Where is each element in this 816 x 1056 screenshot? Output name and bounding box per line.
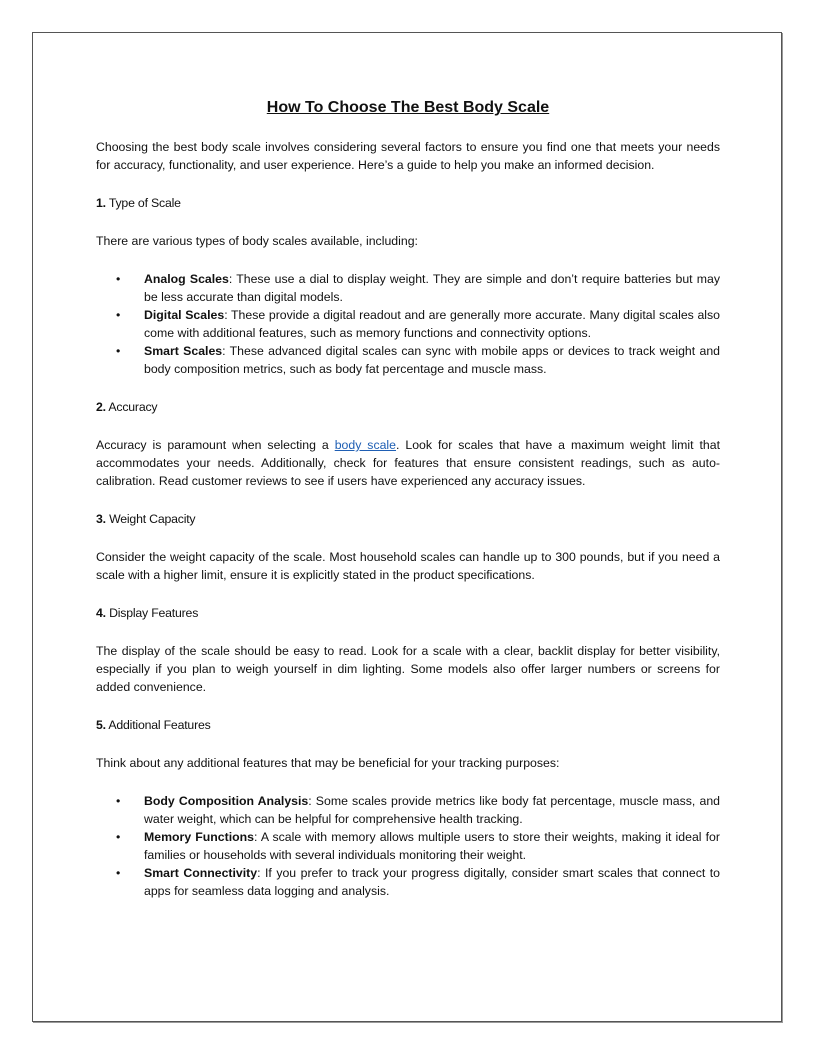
- bullet-icon: •: [116, 308, 121, 322]
- section-heading-weight-capacity: 3. Weight Capacity: [96, 512, 196, 526]
- list-item: • Body Composition Analysis: Some scales provide metrics like body fat percentage, muscle mass, and water weight, which can be helpful for comprehensive health tracking.: [116, 794, 720, 826]
- list-item: • Digital Scales: These provide a digital readout and are generally more accurate. Many digital scales also come with additional features, such as memory functions and connectivity options.: [116, 308, 721, 340]
- list-item: • Memory Functions: A scale with memory allows multiple users to store their weights, making it ideal for families or households with several individuals monitoring their weight.: [116, 830, 720, 862]
- intro-paragraph: Choosing the best body scale involves considering several factors to ensure you find one that meets your needs for accuracy, functionality, and user experience. Here’s a guide to help you make an informed decision.: [96, 140, 720, 172]
- page-title: How To Choose The Best Body Scale: [266, 99, 550, 116]
- section-heading-additional-features: 5. Additional Features: [96, 718, 211, 732]
- display-features-paragraph: The display of the scale should be easy to read. Look for a scale with a clear, backlit display for better visibility, especially if you plan to weigh yourself in dim lighting. Some models also offer larger numbers or screens for added convenience.: [96, 644, 720, 694]
- section-heading-display-features: 4. Display Features: [96, 606, 199, 620]
- section-lead: There are various types of body scales available, including:: [96, 234, 418, 248]
- body-scale-link[interactable]: body scale: [334, 438, 397, 452]
- list-item: • Analog Scales: These use a dial to display weight. They are simple and don’t require batteries but may be less accurate than digital models.: [116, 272, 720, 304]
- document-body: [96, 97, 720, 900]
- section-heading-type-of-scale: 1. Type of Scale: [96, 196, 181, 210]
- bullet-list-scale-types: [96, 270, 720, 378]
- bullet-icon: •: [116, 830, 121, 844]
- list-item: • Smart Scales: These advanced digital scales can sync with mobile apps or devices to track weight and body composition metrics, such as body fat percentage and muscle mass.: [116, 344, 720, 376]
- bullet-icon: •: [116, 344, 121, 358]
- section-heading-accuracy: 2. Accuracy: [96, 400, 158, 414]
- list-item: • Smart Connectivity: If you prefer to track your progress digitally, consider smart scales that connect to apps for seamless data logging and analysis.: [116, 866, 720, 898]
- accuracy-paragraph: Accuracy is paramount when selecting a body scale. Look for scales that have a maximum weight limit that accommodates your needs. Additionally, check for features that ensure consistent readings, such as auto-calibration. Read customer reviews to see if users have experienced any accuracy issues.: [96, 438, 720, 488]
- section-lead: Think about any additional features that may be beneficial for your tracking purposes:: [96, 756, 560, 770]
- bullet-icon: •: [116, 794, 121, 808]
- bullet-list-additional-features: [96, 792, 720, 900]
- bullet-icon: •: [116, 272, 121, 286]
- weight-capacity-paragraph: Consider the weight capacity of the scale. Most household scales can handle up to 300 pounds, but if you need a scale with a higher limit, ensure it is explicitly stated in the product specifications.: [96, 550, 720, 582]
- bullet-icon: •: [116, 866, 121, 880]
